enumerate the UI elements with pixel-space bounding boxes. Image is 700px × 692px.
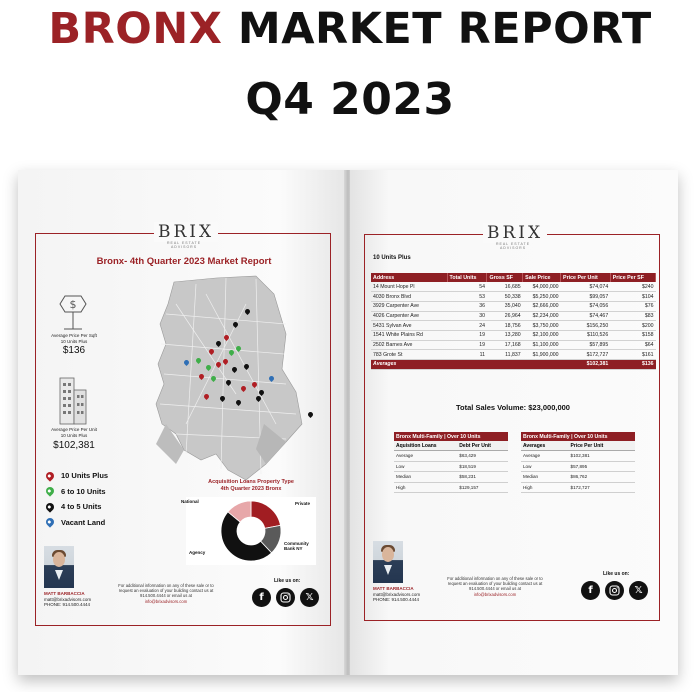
- table-cell: $57,895: [569, 461, 635, 472]
- table-row: [521, 461, 635, 472]
- col-total-units: Total Units: [447, 273, 487, 282]
- bronx-map: [146, 274, 306, 484]
- agent-email[interactable]: matt@brixadvisors.com: [44, 596, 92, 602]
- table-row: [394, 461, 508, 472]
- right-page: [350, 170, 678, 675]
- table-cell: Average: [521, 451, 569, 462]
- heading-bronx: BRONX: [48, 4, 223, 54]
- report-heading: [0, 4, 700, 54]
- table-cell: $2,666,000: [523, 301, 561, 311]
- contact-note-line2: request an evaluation of your building contact us at: [118, 588, 214, 594]
- table-row: [394, 472, 508, 483]
- brix-logo: [483, 223, 543, 250]
- table-row: [371, 350, 656, 360]
- averages-col-2: Price Per Unit: [569, 441, 635, 451]
- table-cell: $129,157: [457, 482, 508, 493]
- table-cell: $86,762: [569, 472, 635, 483]
- right-page-heading: 10 Units Plus: [373, 255, 411, 261]
- loans-col-2: Debt Per Unit: [457, 441, 508, 451]
- table-cell: $172,727: [561, 350, 611, 360]
- col-price-per-unit: Price Per Unit: [561, 273, 611, 282]
- averages-price-per-sf: $136: [610, 360, 655, 370]
- right-page-frame: [364, 223, 660, 621]
- averages-label: Averages: [371, 360, 447, 370]
- map-legend: [46, 468, 108, 530]
- donut-svg: [186, 497, 316, 565]
- map-pin: [307, 411, 314, 418]
- donut-label-agency: Agency: [189, 550, 206, 555]
- table-cell: $3,750,000: [523, 321, 561, 331]
- legend-label: 10 Units Plus: [61, 471, 109, 481]
- legend-item-vacant: [46, 515, 108, 531]
- facebook-icon[interactable]: f: [581, 581, 600, 600]
- averages-col-1: Averages: [521, 441, 569, 451]
- table-row: [371, 330, 656, 340]
- instagram-icon[interactable]: [276, 588, 295, 607]
- brix-logo-word: BRIX: [483, 223, 547, 243]
- table-cell: 783 Grote St: [371, 350, 447, 360]
- agent-email[interactable]: matt@brixadvisors.com: [373, 591, 421, 597]
- legend-item-10-plus: [46, 468, 108, 484]
- table-cell: Median: [394, 472, 457, 483]
- sales-table: [371, 273, 656, 370]
- table-row: [371, 311, 656, 321]
- table-row: [371, 340, 656, 350]
- table-cell: $104: [610, 292, 655, 302]
- donut-label-community: Community Bank NY: [284, 541, 309, 551]
- agent-name: MATT BARBACCIA: [44, 591, 85, 596]
- agent-photo: [44, 546, 74, 588]
- table-cell: $158: [610, 330, 655, 340]
- loans-table: [394, 432, 508, 493]
- table-cell: $99,057: [561, 292, 611, 302]
- table-row: [521, 482, 635, 493]
- donut-chart: [181, 497, 316, 565]
- agent-phone: PHONE: 914.500.4444: [373, 597, 420, 602]
- averages-price-per-unit: $102,381: [561, 360, 611, 370]
- col-gross-sf: Gross SF: [487, 273, 523, 282]
- like-us-label: Like us on:: [603, 571, 630, 577]
- table-cell: 35,040: [487, 301, 523, 311]
- left-page-frame: [35, 222, 331, 626]
- left-report-title: Bronx- 4th Quarter 2023 Market Report: [96, 256, 272, 267]
- loans-col-1: Aquisition Loans: [394, 441, 457, 451]
- table-row: [371, 282, 656, 292]
- svg-text:$: $: [69, 298, 77, 311]
- table-cell: 4026 Carpenter Ave: [371, 311, 447, 321]
- legend-item-6-10: [46, 484, 108, 500]
- table-cell: 5431 Sylvan Ave: [371, 321, 447, 331]
- contact-note-line3: 914.500.4444 or email us at: [469, 586, 521, 592]
- table-cell: 16,685: [487, 282, 523, 292]
- table-row: [371, 292, 656, 302]
- table-cell: $74,074: [561, 282, 611, 292]
- stat-sqft-label-line2: 10 Units Plus: [60, 339, 88, 344]
- stat-sqft-label: [39, 333, 109, 345]
- table-cell: 53: [447, 292, 487, 302]
- left-page: [18, 170, 346, 675]
- table-cell: 54: [447, 282, 487, 292]
- contact-email-link[interactable]: info@brixadvisors.com: [473, 591, 517, 597]
- table-cell: $2,100,000: [523, 330, 561, 340]
- instagram-icon[interactable]: [605, 581, 624, 600]
- table-cell: $240: [610, 282, 655, 292]
- legend-pin-icon: [44, 470, 55, 481]
- table-cell: 13,280: [487, 330, 523, 340]
- table-cell: 18,756: [487, 321, 523, 331]
- table-cell: Average: [394, 451, 457, 462]
- contact-note-line3: 914.500.4444 or email us at: [140, 593, 192, 599]
- table-cell: $74,467: [561, 311, 611, 321]
- stat-unit-label-line1: Average Price Per Unit: [51, 427, 97, 432]
- heading-market-report: MARKET REPORT: [237, 4, 652, 54]
- col-sale-price: Sale Price: [523, 273, 561, 282]
- social-links: [581, 581, 648, 600]
- donut-label-national: National: [181, 499, 199, 504]
- brix-logo-word: BRIX: [154, 222, 218, 242]
- donut-title: [186, 479, 316, 493]
- contact-note-line1: For additional information on any of these sale or to: [447, 576, 543, 581]
- table-cell: 11: [447, 350, 487, 360]
- agent-info: [373, 586, 420, 603]
- legend-pin-icon: [44, 486, 55, 497]
- table-cell: Low: [521, 461, 569, 472]
- loans-table-caption: Bronx Multi-Family | Over 10 Units: [394, 432, 508, 441]
- table-cell: $76: [610, 301, 655, 311]
- facebook-icon[interactable]: f: [252, 588, 271, 607]
- legend-label: Vacant Land: [61, 517, 106, 527]
- sales-table-header: [371, 273, 656, 282]
- table-cell: $5,250,000: [523, 292, 561, 302]
- table-cell: 26,964: [487, 311, 523, 321]
- table-cell: $74,056: [561, 301, 611, 311]
- table-cell: 1541 White Plains Rd: [371, 330, 447, 340]
- table-cell: $18,519: [457, 461, 508, 472]
- table-row: [394, 451, 508, 462]
- agent-name: MATT BARBACCIA: [373, 586, 414, 591]
- contact-note: [435, 576, 555, 597]
- table-cell: $57,895: [561, 340, 611, 350]
- table-cell: 14 Mount Hope Pl: [371, 282, 447, 292]
- legend-pin-icon: [44, 517, 55, 528]
- like-us-label: Like us on:: [274, 578, 301, 584]
- contact-note-line1: For additional information on any of these sale or to: [118, 583, 214, 588]
- donut-title-line2: 4th Quarter 2023 Bronx: [220, 486, 282, 492]
- price-tag-icon: [56, 291, 90, 331]
- table-cell: $156,250: [561, 321, 611, 331]
- stat-unit-label-line2: 10 Units Plus: [60, 433, 88, 438]
- table-row: [521, 472, 635, 483]
- agent-info: [44, 591, 91, 608]
- table-row: [521, 451, 635, 462]
- averages-row: [371, 360, 656, 370]
- table-row: [371, 301, 656, 311]
- brix-logo: [154, 222, 214, 249]
- contact-note: [106, 583, 226, 604]
- table-cell: Low: [394, 461, 457, 472]
- averages-table: [521, 432, 635, 493]
- table-cell: 17,168: [487, 340, 523, 350]
- table-row: [394, 482, 508, 493]
- contact-note-line2: request an evaluation of your building contact us at: [447, 581, 543, 587]
- table-cell: $63,429: [457, 451, 508, 462]
- building-icon: [56, 374, 90, 426]
- donut-title-line1: Acquisition Loans Property Type: [208, 479, 294, 485]
- table-cell: 50,338: [487, 292, 523, 302]
- stat-unit-value: $102,381: [53, 440, 95, 451]
- stat-sqft-value: $136: [62, 345, 86, 356]
- table-cell: $102,381: [569, 451, 635, 462]
- donut-label-private: Private: [295, 501, 311, 506]
- legend-label: 6 to 10 Units: [61, 486, 106, 496]
- brix-logo-sub: REAL ESTATE ADVISORS: [166, 241, 202, 249]
- agent-phone: PHONE: 914.500.4444: [44, 602, 91, 607]
- table-cell: $172,727: [569, 482, 635, 493]
- donut-slice-private: [251, 501, 280, 528]
- table-cell: $1,900,000: [523, 350, 561, 360]
- table-cell: $4,000,000: [523, 282, 561, 292]
- x-icon[interactable]: 𝕏: [629, 581, 648, 600]
- legend-pin-icon: [44, 501, 55, 512]
- contact-email-link[interactable]: info@brixadvisors.com: [144, 598, 188, 604]
- table-cell: 24: [447, 321, 487, 331]
- table-cell: $1,100,000: [523, 340, 561, 350]
- table-cell: $83: [610, 311, 655, 321]
- open-booklet: [18, 170, 678, 675]
- total-sales-volume: Total Sales Volume: $23,000,000: [456, 403, 570, 412]
- table-cell: Median: [521, 472, 569, 483]
- legend-label: 4 to 5 Units: [61, 502, 102, 512]
- table-cell: $200: [610, 321, 655, 331]
- table-row: [371, 321, 656, 331]
- social-links: [252, 588, 319, 607]
- table-cell: 36: [447, 301, 487, 311]
- table-cell: $2,234,000: [523, 311, 561, 321]
- agent-photo: [373, 541, 403, 583]
- brix-logo-sub: REAL ESTATE ADVISORS: [495, 242, 531, 250]
- averages-table-caption: Bronx Multi-Family | Over 10 Units: [521, 432, 635, 441]
- table-cell: 3929 Carpenter Ave: [371, 301, 447, 311]
- heading-quarter: Q4 2023: [245, 74, 455, 125]
- col-price-per-sf: Price Per SF: [610, 273, 655, 282]
- legend-item-4-5: [46, 499, 108, 515]
- x-icon[interactable]: 𝕏: [300, 588, 319, 607]
- table-cell: 19: [447, 340, 487, 350]
- table-cell: $64: [610, 340, 655, 350]
- stat-sqft-label-line1: Average Price Per Sqft: [51, 333, 97, 338]
- table-cell: 4030 Bronx Blvd: [371, 292, 447, 302]
- table-cell: $58,231: [457, 472, 508, 483]
- table-cell: $110,526: [561, 330, 611, 340]
- table-cell: $161: [610, 350, 655, 360]
- stat-unit-label: [39, 427, 109, 439]
- table-cell: 2502 Barnes Ave: [371, 340, 447, 350]
- table-cell: High: [394, 482, 457, 493]
- table-cell: 19: [447, 330, 487, 340]
- table-cell: 11,837: [487, 350, 523, 360]
- table-cell: 30: [447, 311, 487, 321]
- table-cell: High: [521, 482, 569, 493]
- col-address: Address: [371, 273, 447, 282]
